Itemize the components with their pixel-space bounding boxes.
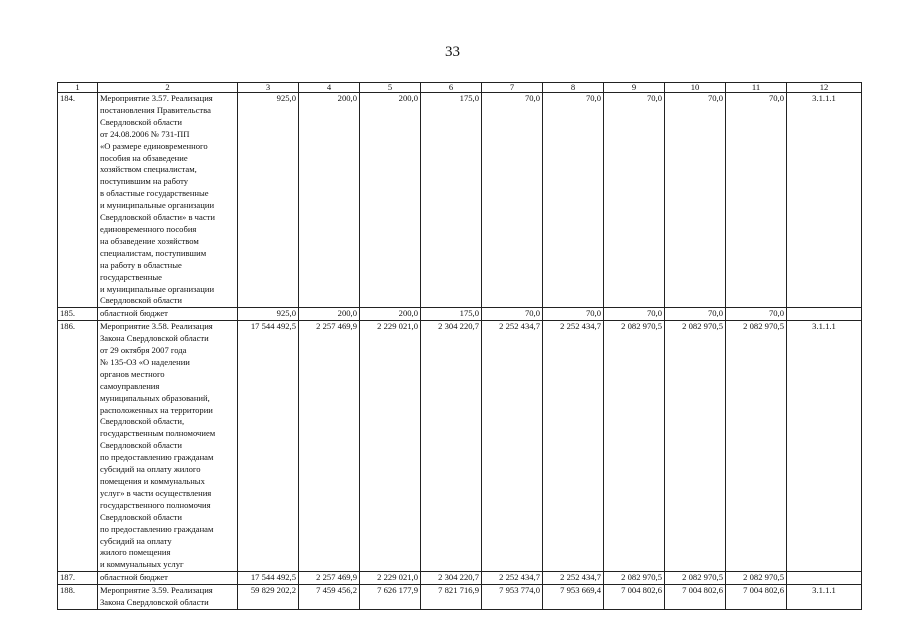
amount-cell: 2 252 434,7 (543, 321, 604, 572)
amount-cell: 925,0 (238, 93, 299, 308)
row-number-cell: 187. (58, 572, 98, 585)
amount-cell: 59 829 202,2 (238, 585, 299, 610)
description-line: и муниципальные организации (100, 283, 215, 294)
amount-cell: 7 953 774,0 (482, 585, 543, 610)
description-line: государственные (100, 271, 162, 282)
description-line: по предоставлению гражданам (100, 452, 214, 463)
description-line: и муниципальные организации (100, 200, 215, 211)
description-line: в областные государственные (100, 188, 209, 199)
description-cell (98, 321, 238, 572)
description-line: по предоставлению гражданам (100, 523, 214, 534)
amount-cell: 200,0 (360, 308, 421, 321)
amount-cell: 70,0 (604, 308, 665, 321)
table-row (58, 93, 862, 308)
row-number-cell: 184. (58, 93, 98, 308)
description-line: «О размере единовременного (100, 140, 208, 151)
table-header-row (58, 83, 862, 93)
description-line: на обзаведение хозяйством (100, 235, 199, 246)
table-row (58, 585, 862, 610)
column-header: 8 (543, 83, 604, 93)
description-line: от 24.08.2006 № 731-ПП (100, 128, 190, 139)
amount-cell: 200,0 (299, 308, 360, 321)
column-header: 12 (787, 83, 862, 93)
target-code-cell (787, 572, 862, 585)
amount-cell: 2 082 970,5 (604, 572, 665, 585)
amount-cell: 7 626 177,9 (360, 585, 421, 610)
description-line: областной бюджет (100, 308, 168, 319)
amount-cell: 70,0 (543, 308, 604, 321)
amount-cell: 70,0 (726, 93, 787, 308)
description-line: пособия на обзаведение (100, 152, 188, 163)
description-cell (98, 585, 238, 610)
amount-cell: 70,0 (665, 93, 726, 308)
description-line: самоуправления (100, 380, 160, 391)
description-line: муниципальных образований, (100, 392, 210, 403)
amount-cell: 2 257 469,9 (299, 572, 360, 585)
amount-cell: 7 004 802,6 (604, 585, 665, 610)
column-header: 3 (238, 83, 299, 93)
description-line: субсидий на оплату жилого (100, 464, 201, 475)
column-header: 2 (98, 83, 238, 93)
description-line: на работу в областные (100, 259, 182, 270)
description-line: областной бюджет (100, 572, 168, 583)
amount-cell: 2 082 970,5 (665, 572, 726, 585)
amount-cell: 70,0 (482, 308, 543, 321)
target-code-cell: 3.1.1.1 (787, 93, 862, 308)
target-code-cell: 3.1.1.1 (787, 585, 862, 610)
description-cell (98, 308, 238, 321)
row-number-cell: 188. (58, 585, 98, 610)
description-line: Свердловской области (100, 440, 183, 451)
amount-cell: 70,0 (665, 308, 726, 321)
column-header: 9 (604, 83, 665, 93)
column-header: 4 (299, 83, 360, 93)
description-line: от 29 октября 2007 года (100, 345, 187, 356)
amount-cell: 175,0 (421, 93, 482, 308)
description-line: поступившим на работу (100, 176, 189, 187)
row-number-cell: 186. (58, 321, 98, 572)
description-line: органов местного (100, 368, 165, 379)
amount-cell: 17 544 492,5 (238, 321, 299, 572)
amount-cell: 7 004 802,6 (726, 585, 787, 610)
column-header: 11 (726, 83, 787, 93)
column-header: 1 (58, 83, 98, 93)
column-header: 10 (665, 83, 726, 93)
description-line: специалистам, поступившим (100, 247, 207, 258)
amount-cell: 70,0 (726, 308, 787, 321)
amount-cell: 2 082 970,5 (726, 321, 787, 572)
description-line: Мероприятие 3.57. Реализация (100, 93, 213, 103)
row-number-cell: 185. (58, 308, 98, 321)
table-row (58, 308, 862, 321)
description-line: постановления Правительства (100, 104, 211, 115)
description-line: Свердловской области (100, 116, 183, 127)
description-line: государственного полномочия (100, 499, 211, 510)
description-line: Свердловской области, (100, 416, 185, 427)
description-cell (98, 93, 238, 308)
description-line: и коммунальных услуг (100, 559, 184, 570)
amount-cell: 2 304 220,7 (421, 321, 482, 572)
description-cell (98, 572, 238, 585)
description-line: субсидий на оплату (100, 535, 172, 546)
amount-cell: 7 953 669,4 (543, 585, 604, 610)
amount-cell: 2 252 434,7 (482, 321, 543, 572)
page-number: 33 (445, 44, 460, 60)
column-header: 7 (482, 83, 543, 93)
amount-cell: 7 004 802,6 (665, 585, 726, 610)
description-line: расположенных на территории (100, 404, 213, 415)
description-line: Свердловской области (100, 295, 183, 306)
amount-cell: 200,0 (299, 93, 360, 308)
target-code-cell: 3.1.1.1 (787, 321, 862, 572)
description-line: хозяйством специалистам, (100, 164, 197, 175)
amount-cell: 2 082 970,5 (726, 572, 787, 585)
amount-cell: 70,0 (543, 93, 604, 308)
description-line: Мероприятие 3.58. Реализация (100, 321, 213, 332)
amount-cell: 70,0 (482, 93, 543, 308)
description-line: государственным полномочием (100, 428, 216, 439)
amount-cell: 17 544 492,5 (238, 572, 299, 585)
amount-cell: 200,0 (360, 93, 421, 308)
amount-cell: 2 252 434,7 (482, 572, 543, 585)
description-line: помещения и коммунальных (100, 476, 205, 486)
amount-cell: 7 459 456,2 (299, 585, 360, 610)
column-header: 6 (421, 83, 482, 93)
amount-cell: 2 229 021,0 (360, 321, 421, 572)
amount-cell: 2 252 434,7 (543, 572, 604, 585)
description-line: жилого помещения (100, 547, 171, 558)
description-line: услуг» в части осуществления (100, 487, 212, 498)
description-line: Закона Свердловской области (100, 597, 209, 608)
table-row (58, 321, 862, 572)
amount-cell: 2 082 970,5 (665, 321, 726, 572)
amount-cell: 7 821 716,9 (421, 585, 482, 610)
column-header: 5 (360, 83, 421, 93)
amount-cell: 2 304 220,7 (421, 572, 482, 585)
amount-cell: 2 229 021,0 (360, 572, 421, 585)
description-line: Свердловской области» в части (100, 212, 215, 223)
table-row (58, 572, 862, 585)
amount-cell: 70,0 (604, 93, 665, 308)
amount-cell: 175,0 (421, 308, 482, 321)
description-line: Закона Свердловской области (100, 333, 209, 344)
description-line: Свердловской области (100, 511, 183, 522)
description-line: № 135-ОЗ «О наделении (100, 356, 190, 367)
budget-table (57, 82, 862, 610)
amount-cell: 925,0 (238, 308, 299, 321)
description-line: Мероприятие 3.59. Реализация (100, 585, 213, 596)
amount-cell: 2 082 970,5 (604, 321, 665, 572)
description-line: единовременного пособия (100, 223, 197, 234)
amount-cell: 2 257 469,9 (299, 321, 360, 572)
target-code-cell (787, 308, 862, 321)
